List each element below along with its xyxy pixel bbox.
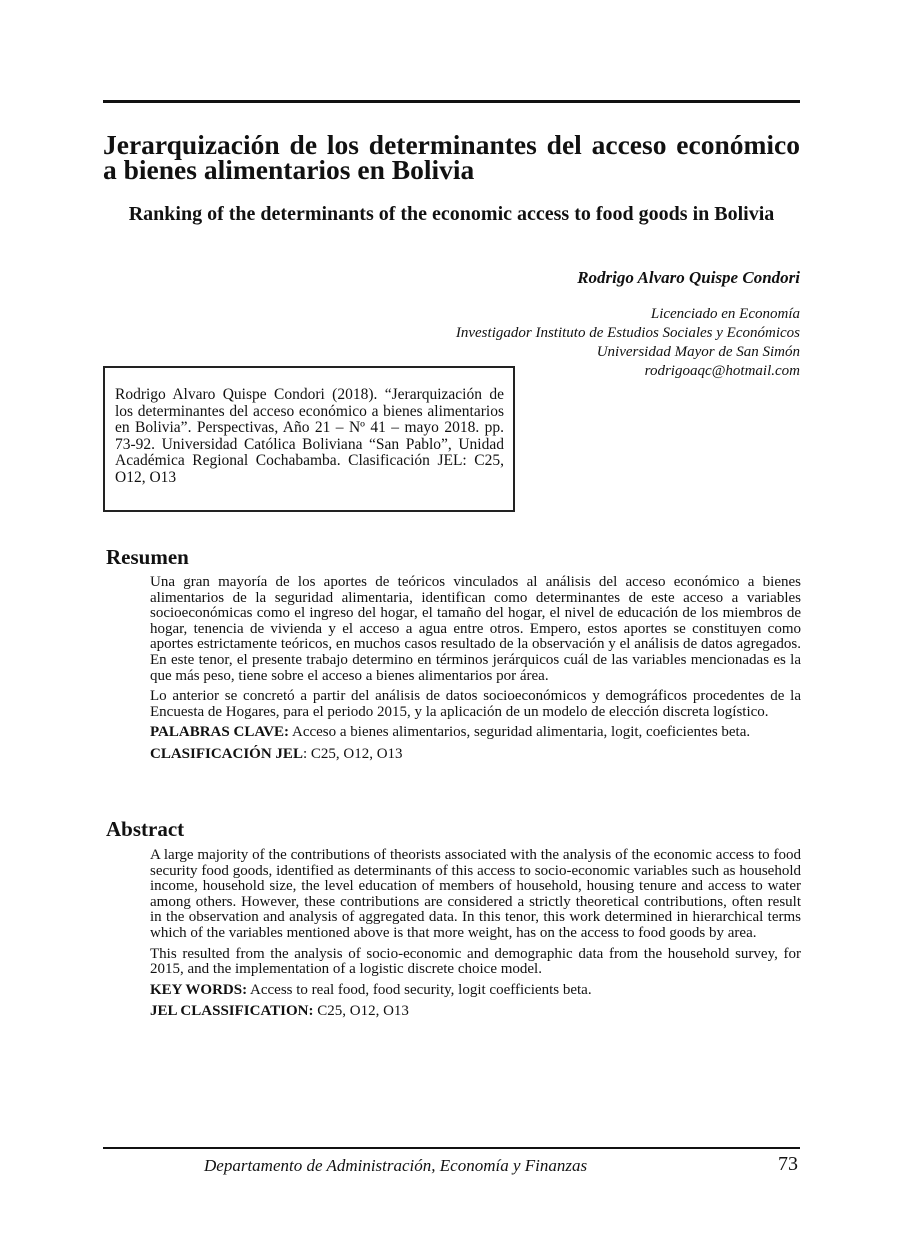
- abstract-body: [150, 848, 801, 1026]
- abstract-keywords: [150, 983, 801, 999]
- resumen-paragraph: Lo anterior se concretó a partir del análisis de datos socioeconómicos y demográficos procedentes de la Encuesta de Hogares, para el periodo 2015, y la aplicación de un modelo de elección discreta logístico.: [150, 688, 801, 720]
- resumen-jel: [150, 747, 801, 763]
- resumen-heading: Resumen: [106, 545, 189, 569]
- resumen-paragraph: Una gran mayoría de los aportes de teóricos vinculados al análisis del acceso económico a bienes alimentarios de la seguridad alimentaria, identifican como determinantes de este acceso a variables socioeconómicas como el ingreso del hogar, el tamaño del hogar, el nivel de educación de los miembros de hogar, tenencia de vivienda y el acceso a agua entre otros. Empero, estos aportes se constituyen como aportes estrictamente teóricos, en muchos casos resultado de la observación y el análisis de datos agregados. En este tenor, el presente trabajo determino en términos jerárquicos cuál de las variables mencionadas es la que más peso, tiene sobre el acceso a bienes alimentarios por área.: [150, 574, 801, 684]
- resumen-keywords: [150, 725, 801, 741]
- footer-journal: Departamento de Administración, Economía y Finanzas: [204, 1156, 588, 1175]
- affiliation-degree: Licenciado en Economía: [650, 306, 800, 322]
- page-number: 73: [778, 1153, 798, 1175]
- jel-label: CLASIFICACIÓN JEL: [150, 745, 303, 762]
- citation-text: Rodrigo Alvaro Quispe Condori (2018). “Jerarquización de los determinantes del acceso económico a bienes alimentarios en Bolivia”. Perspectivas, Año 21 – Nº 41 – mayo 2018. pp. 73-92. Universidad Católica Boliviana “San Pablo”, Unidad Académica Regional Cochabamba. Clasificación JEL: C25, O12, O13: [115, 386, 504, 486]
- abstract-jel: [150, 1004, 801, 1020]
- keywords-text: Acceso a bienes alimentarios, seguridad alimentaria, logit, coeficientes beta.: [289, 724, 751, 741]
- top-rule: [103, 100, 800, 103]
- affiliation-university: Universidad Mayor de San Simón: [596, 344, 800, 360]
- abstract-paragraph: A large majority of the contributions of theorists associated with the analysis of the economic access to food security food goods, identified as determinants of this access to socio-economic variables such as household income, household size, the level education of members of household, housing tenure and access to water among others. However, these contributions are considered a strictly theoretical contributions, often result in the observation and analysis of aggregated data. In this tenor, this work determined in hierarchical terms which of the variables mentioned above is that more weight, has on the access to food goods by area.: [150, 847, 801, 941]
- paper-title: Jerarquización de los determinantes del acceso económico a bienes alimentarios en Bolivia: [103, 129, 800, 185]
- keywords-label: PALABRAS CLAVE:: [150, 724, 290, 741]
- jel-text: C25, O12, O13: [313, 1003, 409, 1020]
- keywords-label: KEY WORDS:: [150, 981, 248, 998]
- author-email: rodrigoaqc@hotmail.com: [644, 363, 800, 379]
- abstract-paragraph: This resulted from the analysis of socio-economic and demographic data from the household survey, for 2015, and the implementation of a logistic discrete choice model.: [150, 945, 801, 978]
- citation-box: [103, 366, 515, 512]
- jel-text: : C25, O12, O13: [302, 745, 403, 762]
- resumen-body: [150, 575, 801, 769]
- keywords-text: Access to real food, food security, logit coefficients beta.: [247, 981, 592, 998]
- bottom-rule: [103, 1147, 800, 1149]
- affiliation-institute: Investigador Instituto de Estudios Sociales y Económicos: [455, 325, 800, 341]
- author-name: Rodrigo Alvaro Quispe Condori: [577, 268, 800, 287]
- abstract-heading: Abstract: [106, 817, 185, 841]
- jel-label: JEL CLASSIFICATION:: [150, 1003, 314, 1020]
- paper-subtitle: Ranking of the determinants of the economic access to food goods in Bolivia: [128, 203, 775, 225]
